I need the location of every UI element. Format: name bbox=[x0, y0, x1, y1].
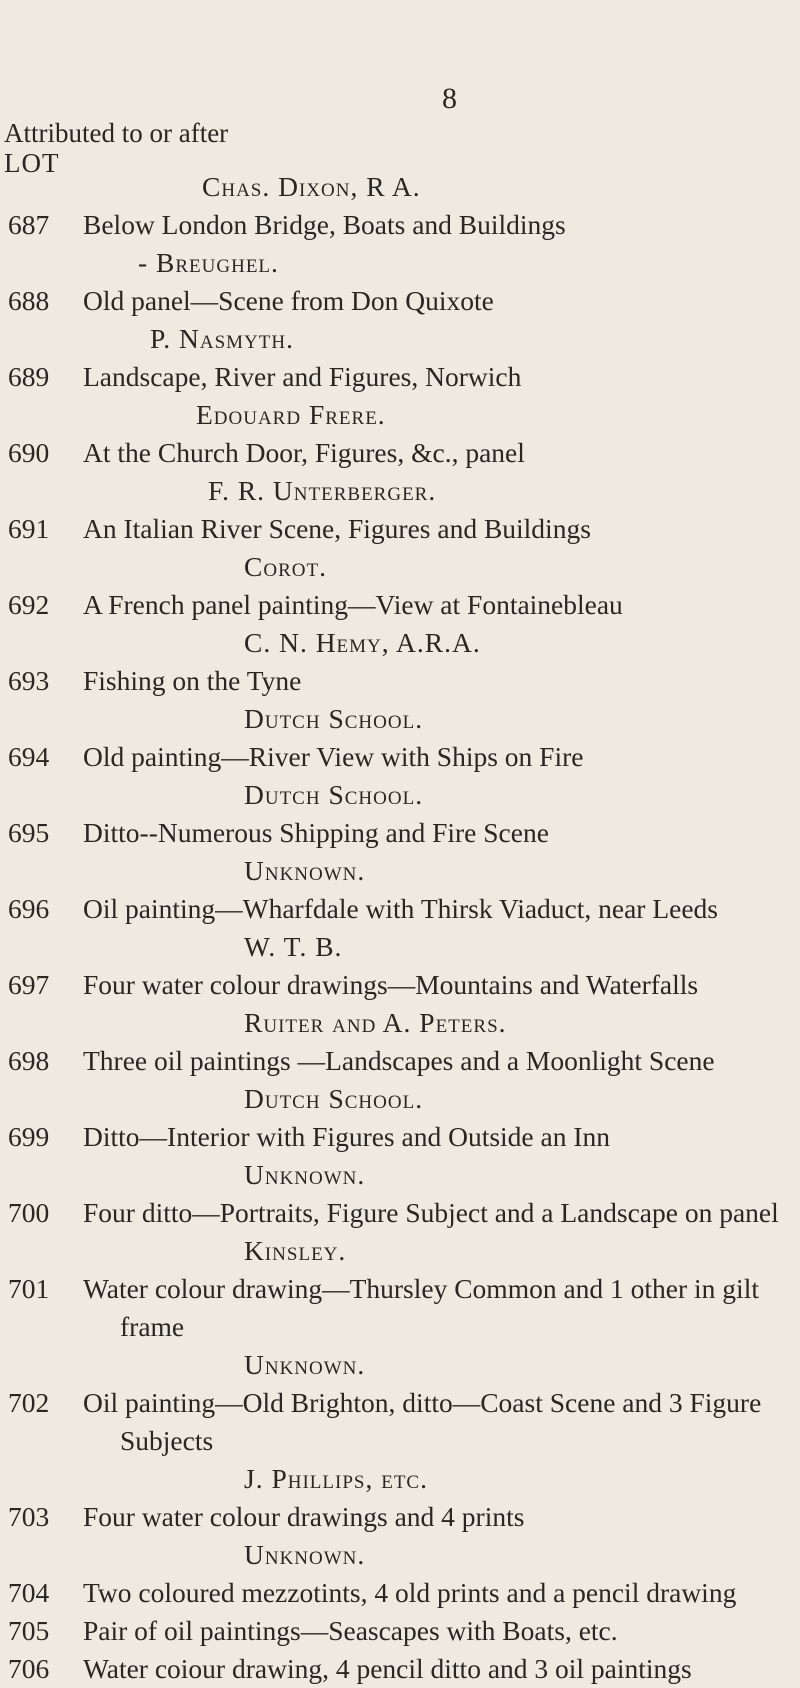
lot-artist-line bbox=[0, 548, 800, 586]
lot-artist-line bbox=[0, 776, 800, 814]
lot-description: At the Church Door, Figures, &c., panel bbox=[83, 437, 525, 468]
lot-entry bbox=[0, 434, 800, 472]
lot-artist: - Breughel. bbox=[138, 247, 279, 278]
lot-artist-line bbox=[0, 1346, 800, 1384]
lot-number: 696 bbox=[8, 893, 50, 924]
lot-entry bbox=[0, 890, 800, 928]
lot-description: Fishing on the Tyne bbox=[83, 665, 302, 696]
lot-description: Four water colour drawings and 4 prints bbox=[83, 1501, 525, 1532]
lot-artist: Kinsley. bbox=[244, 1235, 347, 1266]
lot-artist-line bbox=[0, 1232, 800, 1270]
lot-artist: Unknown. bbox=[244, 1159, 366, 1190]
lot-number: 699 bbox=[8, 1121, 50, 1152]
lot-description: Four ditto—Portraits, Figure Subject and a Landscape on panel bbox=[83, 1197, 779, 1228]
lot-list bbox=[0, 168, 800, 1688]
lot-artist-line bbox=[0, 1156, 800, 1194]
lot-description: Old panel—Scene from Don Quixote bbox=[83, 285, 494, 316]
lot-description: Ditto--Numerous Shipping and Fire Scene bbox=[83, 817, 549, 848]
lot-artist-line bbox=[0, 244, 800, 282]
lot-artist-line bbox=[0, 1536, 800, 1574]
lot-number: 695 bbox=[8, 817, 50, 848]
lot-number: 693 bbox=[8, 665, 50, 696]
lot-artist: Unknown. bbox=[244, 1539, 366, 1570]
lot-description: Oil painting—Wharfdale with Thirsk Viaduct, near Leeds bbox=[83, 893, 718, 924]
lot-description-continuation: Subjects bbox=[120, 1425, 214, 1456]
lot-artist: Edouard Frere. bbox=[196, 399, 386, 430]
lot-artist: Ruiter and A. Peters. bbox=[244, 1007, 507, 1038]
lot-entry bbox=[0, 966, 800, 1004]
lot-description: A French panel painting—View at Fontainebleau bbox=[83, 589, 623, 620]
lot-number: 694 bbox=[8, 741, 50, 772]
lot-number: 700 bbox=[8, 1197, 50, 1228]
lot-artist: Dutch School. bbox=[244, 703, 424, 734]
lot-artist-line bbox=[0, 472, 800, 510]
lot-artist: Dutch School. bbox=[244, 1083, 424, 1114]
lot-artist: P. Nasmyth. bbox=[150, 323, 294, 354]
lot-entry bbox=[0, 1384, 800, 1422]
lot-description: Three oil paintings —Landscapes and a Moonlight Scene bbox=[83, 1045, 715, 1076]
lot-description: Below London Bridge, Boats and Buildings bbox=[83, 209, 566, 240]
lot-artist: Unknown. bbox=[244, 855, 366, 886]
lot-artist-line bbox=[0, 320, 800, 358]
lot-artist: Chas. Dixon, R A. bbox=[202, 171, 421, 202]
lot-artist: J. Phillips, etc. bbox=[244, 1463, 428, 1494]
lot-number: 687 bbox=[8, 209, 50, 240]
page-number: 8 bbox=[442, 82, 457, 115]
lot-artist-line bbox=[0, 168, 800, 206]
lot-number: 702 bbox=[8, 1387, 50, 1418]
lot-description: An Italian River Scene, Figures and Buildings bbox=[83, 513, 591, 544]
lot-number: 692 bbox=[8, 589, 50, 620]
lot-artist-line bbox=[0, 396, 800, 434]
lot-entry bbox=[0, 814, 800, 852]
lot-number: 703 bbox=[8, 1501, 50, 1532]
lot-number: 706 bbox=[8, 1653, 50, 1684]
lot-artist: W. T. B. bbox=[244, 931, 343, 962]
lot-number: 688 bbox=[8, 285, 50, 316]
lot-entry bbox=[0, 358, 800, 396]
lot-entry bbox=[0, 1574, 800, 1612]
lot-entry bbox=[0, 662, 800, 700]
lot-entry bbox=[0, 1194, 800, 1232]
lot-entry bbox=[0, 510, 800, 548]
lot-artist-line bbox=[0, 624, 800, 662]
lot-entry bbox=[0, 586, 800, 624]
lot-entry bbox=[0, 738, 800, 776]
lot-number: 697 bbox=[8, 969, 50, 1000]
lot-entry bbox=[0, 1270, 800, 1308]
lot-number: 689 bbox=[8, 361, 50, 392]
lot-description: Water coiour drawing, 4 pencil ditto and 3 oil paintings bbox=[83, 1653, 692, 1684]
lot-number: 705 bbox=[8, 1615, 50, 1646]
lot-entry bbox=[0, 1118, 800, 1156]
lot-artist-line bbox=[0, 1080, 800, 1118]
lot-artist-line bbox=[0, 852, 800, 890]
lot-description: Water colour drawing—Thursley Common and 1 other in gilt bbox=[83, 1273, 759, 1304]
lot-description: Landscape, River and Figures, Norwich bbox=[83, 361, 522, 392]
lot-artist-line bbox=[0, 1460, 800, 1498]
lot-description: Pair of oil paintings—Seascapes with Boats, etc. bbox=[83, 1615, 618, 1646]
lot-description: Oil painting—Old Brighton, ditto—Coast Scene and 3 Figure bbox=[83, 1387, 762, 1418]
lot-number: 701 bbox=[8, 1273, 50, 1304]
lot-artist-line bbox=[0, 928, 800, 966]
lot-number: 698 bbox=[8, 1045, 50, 1076]
lot-description-continuation: frame bbox=[120, 1311, 185, 1342]
lot-continuation-line bbox=[0, 1308, 800, 1346]
lot-number: 704 bbox=[8, 1577, 50, 1608]
lot-description: Ditto—Interior with Figures and Outside an Inn bbox=[83, 1121, 610, 1152]
lot-number: 690 bbox=[8, 437, 50, 468]
lot-description: Four water colour drawings—Mountains and Waterfalls bbox=[83, 969, 699, 1000]
lot-artist: C. N. Hemy, A.R.A. bbox=[244, 627, 481, 658]
lot-entry bbox=[0, 206, 800, 244]
lot-description: Old painting—River View with Ships on Fire bbox=[83, 741, 584, 772]
lot-entry bbox=[0, 282, 800, 320]
lot-artist-line bbox=[0, 700, 800, 738]
lot-description: Two coloured mezzotints, 4 old prints and a pencil drawing bbox=[83, 1577, 737, 1608]
section-heading: Attributed to or after bbox=[4, 118, 229, 148]
lot-entry bbox=[0, 1042, 800, 1080]
lot-artist: F. R. Unterberger. bbox=[208, 475, 437, 506]
lot-number: 691 bbox=[8, 513, 50, 544]
lot-artist: Corot. bbox=[244, 551, 327, 582]
lot-continuation-line bbox=[0, 1422, 800, 1460]
lot-entry bbox=[0, 1612, 800, 1650]
lot-artist: Dutch School. bbox=[244, 779, 424, 810]
lot-entry bbox=[0, 1498, 800, 1536]
lot-artist: Unknown. bbox=[244, 1349, 366, 1380]
lot-entry bbox=[0, 1650, 800, 1688]
lot-artist-line bbox=[0, 1004, 800, 1042]
lot-column-label: LOT bbox=[4, 148, 60, 178]
